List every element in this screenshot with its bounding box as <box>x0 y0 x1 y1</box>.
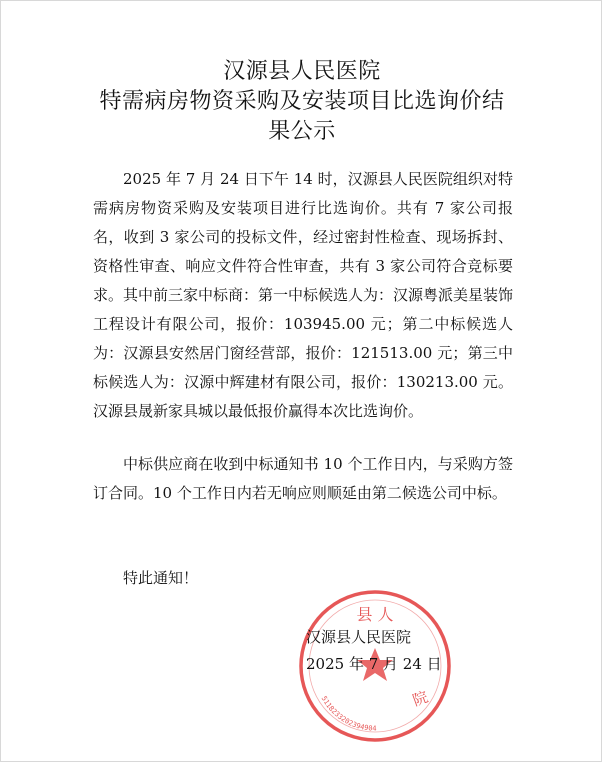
title-line-3: 果公示 <box>268 119 336 144</box>
svg-text:院: 院 <box>410 687 431 710</box>
paragraph-bid-results: 2025 年 7 月 24 日下午 14 时，汉源县人民医院组织对特需病房物资采购及安装项目进行比选询价。共有 7 家公司报名，收到 3 家公司的投标文件，经过密封性检查、现场拆封、资格性审查、响应文件符合性审查，共有 3 家公司符合竞标要求。其中前三家中标商：第一中标候选人为：汉源粤派美星装饰工程设计有限公司，报价：103945.00 元；第二中标候选人为：汉源县安然居门窗经营部，报价：121513.00 元；第三中标候选人为：汉源中辉建材有限公司，报价：130213.00 元。汉源县晟新家具城以最低报价赢得本次比选询价。 <box>93 170 514 420</box>
title-line-1: 汉源县人民医院 <box>223 59 381 84</box>
svg-text:县 人: 县 人 <box>356 605 394 624</box>
title-line-2: 特需病房物资采购及安装项目比选询价结 <box>99 89 505 114</box>
signature-organization: 汉源县人民医院 <box>306 628 412 646</box>
svg-text:5118233202394904: 5118233202394904 <box>319 694 377 733</box>
paragraph-notice-closing: 特此通知！ <box>123 569 199 587</box>
paragraph-contract-terms: 中标供应商在收到中标通知书 10 个工作日内，与采购方签订合同。10 个工作日内若无响应则顺延由第二候选公司中标。 <box>93 455 513 502</box>
signature-date: 2025 年 7 月 24 日 <box>306 655 442 673</box>
